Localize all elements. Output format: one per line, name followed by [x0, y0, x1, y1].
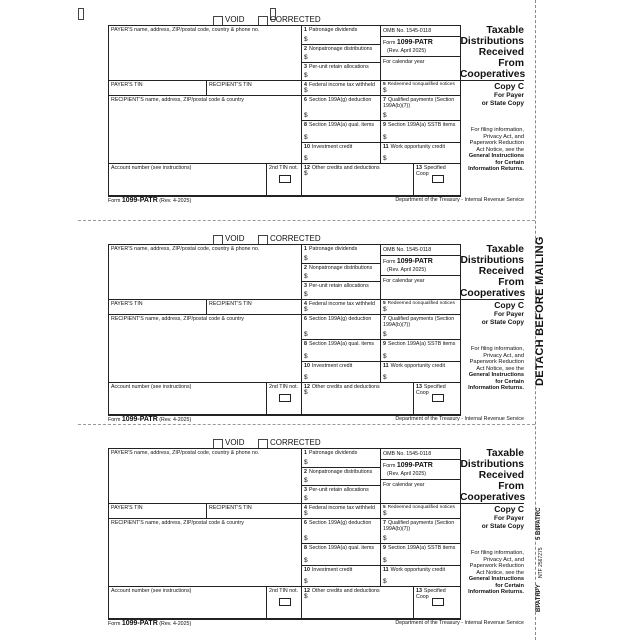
- box1-value: $: [304, 255, 308, 262]
- box4-label: Federal income tax withheld: [308, 82, 375, 88]
- box3-label: Per-unit retain allocations: [308, 283, 369, 289]
- box11-num: 11: [383, 567, 389, 573]
- title-line-3: Received From: [478, 47, 524, 69]
- box12-label: Other credits and deductions: [311, 588, 380, 594]
- box2-num: 2: [304, 469, 307, 475]
- copy-designation: [460, 299, 524, 327]
- box8-label: Section 199A(a) qual. items: [308, 122, 375, 128]
- account-number-field[interactable]: [109, 587, 267, 619]
- box6-199ag[interactable]: [302, 315, 381, 340]
- box6-value: $: [304, 112, 308, 119]
- box12-value: $: [304, 593, 308, 600]
- box10-num: 10: [304, 567, 310, 573]
- box12-num: 12: [304, 165, 310, 171]
- info-bold-3: Information Returns.: [468, 385, 524, 391]
- box11-value: $: [383, 155, 387, 162]
- box13-specified-coop: [414, 164, 461, 196]
- form-name: 1099-PATR: [396, 39, 433, 46]
- title-line-3: Received From: [478, 470, 524, 492]
- box8-199a-qual[interactable]: [302, 340, 381, 362]
- box8-value: $: [304, 134, 308, 141]
- recipient-name-field[interactable]: [109, 96, 302, 164]
- form-grid: [108, 448, 461, 620]
- second-tin-label: 2nd TIN not.: [269, 165, 299, 171]
- box1-label: Patronage dividends: [308, 450, 358, 456]
- form-prefix: Form: [383, 259, 396, 265]
- box2-value: $: [304, 273, 308, 280]
- box2-label: Nonpatronage distributions: [308, 265, 373, 271]
- form-name: 1099-PATR: [396, 462, 433, 469]
- payer-name-label: PAYER'S name, address, ZIP/postal code, country & phone no.: [111, 450, 260, 456]
- box1-patronage-dividends[interactable]: [302, 449, 381, 468]
- box13-checkbox[interactable]: [432, 394, 444, 402]
- box10-label: Investment credit: [311, 144, 353, 150]
- box10-label: Investment credit: [311, 567, 353, 573]
- payer-tin-field[interactable]: [109, 300, 207, 315]
- info-bold-3: Information Returns.: [468, 166, 524, 172]
- omb-number: OMB No. 1545-0118: [381, 450, 460, 460]
- title-line-2: Distributions: [460, 36, 524, 47]
- box11-value: $: [383, 374, 387, 381]
- footer-department: Department of the Treasury - Internal Revenue Service: [395, 416, 524, 422]
- box12-num: 12: [304, 588, 310, 594]
- box4-label: Federal income tax withheld: [308, 505, 375, 511]
- box7-num: 7: [383, 520, 386, 526]
- box13-specified-coop: [414, 587, 461, 619]
- perforation-1: [78, 220, 535, 221]
- box13-num: 13: [416, 588, 422, 594]
- title-line-1: Taxable: [486, 448, 524, 459]
- payer-name-field[interactable]: [109, 26, 302, 81]
- copy-sub-1: For Payer: [494, 92, 524, 99]
- box3-num: 3: [304, 283, 307, 289]
- box4-federal-withheld[interactable]: [302, 504, 381, 519]
- box5-num: 5: [383, 82, 386, 87]
- calendar-year: For calendar year: [383, 59, 425, 65]
- void-corrected-row: [108, 438, 524, 448]
- box12-num: 12: [304, 384, 310, 390]
- box1-label: Patronage dividends: [308, 246, 358, 252]
- footer-rev: (Rev. 4-2025): [159, 621, 192, 627]
- box9-label: Section 199A(a) SSTB items: [387, 341, 456, 347]
- box13-label: Specified Coop: [416, 588, 446, 600]
- info-bold-1: General Instructions: [468, 153, 524, 159]
- form-prefix: Form: [383, 463, 396, 469]
- second-tin-checkbox[interactable]: [279, 394, 291, 402]
- box2-num: 2: [304, 265, 307, 271]
- info-line-3: Paperwork Reduction: [469, 359, 524, 365]
- title-line-4: Cooperatives: [460, 288, 526, 299]
- recipient-tin-field[interactable]: [207, 504, 302, 519]
- info-line-2: Privacy Act, and: [483, 556, 524, 563]
- box9-199a-sstb[interactable]: [381, 121, 461, 143]
- box2-nonpatronage[interactable]: [302, 468, 381, 486]
- box4-num: 4: [304, 505, 307, 511]
- payer-tin-field[interactable]: [109, 504, 207, 519]
- detach-before-mailing: DETACH BEFORE MAILING: [534, 236, 546, 386]
- box4-federal-withheld[interactable]: [302, 300, 381, 315]
- box9-num: 9: [383, 122, 386, 128]
- box5-label: Redeemed nonqualified notices: [387, 82, 455, 87]
- recipient-tin-label: RECIPIENT'S TIN: [209, 505, 252, 511]
- side-code-3: BPATRPY: [536, 584, 542, 612]
- box1-value: $: [304, 459, 308, 466]
- info-line-3: Paperwork Reduction: [469, 140, 524, 146]
- box5-redeemed[interactable]: [381, 504, 461, 519]
- omb-block: [381, 245, 461, 300]
- payer-tin-label: PAYER'S TIN: [111, 301, 143, 307]
- title-line-4: Cooperatives: [460, 492, 526, 503]
- side-code-2: NTF 2567275: [538, 547, 544, 578]
- box2-nonpatronage[interactable]: [302, 45, 381, 63]
- copy-sub-1: For Payer: [494, 515, 524, 522]
- box10-value: $: [304, 155, 308, 162]
- box8-num: 8: [304, 545, 307, 551]
- box3-value: $: [304, 72, 308, 79]
- footer-form: Form: [108, 621, 121, 627]
- title-line-2: Distributions: [460, 255, 524, 266]
- box9-num: 9: [383, 545, 386, 551]
- box4-federal-withheld[interactable]: [302, 81, 381, 96]
- box3-label: Per-unit retain allocations: [308, 64, 369, 70]
- info-line-2: Privacy Act, and: [483, 352, 524, 359]
- box5-label: Redeemed nonqualified notices: [387, 505, 455, 510]
- box5-redeemed[interactable]: [381, 300, 461, 315]
- info-bold-2: for Certain: [495, 378, 524, 385]
- box9-label: Section 199A(a) SSTB items: [387, 545, 456, 551]
- box7-value: $: [383, 331, 387, 338]
- box8-value: $: [304, 557, 308, 564]
- info-line-4: Act Notice, see the: [476, 365, 524, 372]
- form-1099-patr: [108, 438, 524, 628]
- footer-form-name: 1099-PATR: [121, 197, 158, 204]
- recipient-name-label: RECIPIENT'S name, address, ZIP/postal code & country: [111, 97, 244, 103]
- footer-form: Form: [108, 417, 121, 423]
- title-line-4: Cooperatives: [460, 69, 526, 80]
- info-bold-1: General Instructions: [468, 576, 524, 582]
- calendar-year: For calendar year: [383, 278, 425, 284]
- payer-name-label: PAYER'S name, address, ZIP/postal code, country & phone no.: [111, 27, 260, 33]
- info-line-4: Act Notice, see the: [476, 146, 524, 153]
- payer-tin-label: PAYER'S TIN: [111, 505, 143, 511]
- box7-num: 7: [383, 316, 386, 322]
- second-tin-label: 2nd TIN not.: [269, 384, 299, 390]
- payer-tin-field[interactable]: [109, 81, 207, 96]
- box12-value: $: [304, 389, 308, 396]
- recipient-name-field[interactable]: [109, 519, 302, 587]
- copy-designation: [460, 503, 524, 531]
- box11-label: Work opportunity credit: [390, 363, 445, 369]
- void-label: VOID: [225, 438, 245, 447]
- title-line-1: Taxable: [486, 25, 524, 36]
- second-tin-field: [267, 164, 302, 196]
- payer-name-field[interactable]: [109, 449, 302, 504]
- box6-num: 6: [304, 97, 307, 103]
- info-bold-2: for Certain: [495, 159, 524, 166]
- title-line-2: Distributions: [460, 459, 524, 470]
- account-number-field[interactable]: [109, 383, 267, 415]
- box1-num: 1: [304, 27, 307, 33]
- box10-num: 10: [304, 363, 310, 369]
- box3-per-unit[interactable]: [302, 486, 381, 504]
- box10-num: 10: [304, 144, 310, 150]
- box10-value: $: [304, 578, 308, 585]
- box6-label: Section 199A(g) deduction: [308, 97, 372, 103]
- info-bold-2: for Certain: [495, 582, 524, 589]
- box13-num: 13: [416, 165, 422, 171]
- box8-label: Section 199A(a) qual. items: [308, 341, 375, 347]
- footer-form-name: 1099-PATR: [121, 416, 158, 423]
- box6-label: Section 199A(g) deduction: [308, 520, 372, 526]
- form-grid: [108, 244, 461, 416]
- box1-label: Patronage dividends: [308, 27, 358, 33]
- box9-value: $: [383, 557, 387, 564]
- second-tin-checkbox[interactable]: [279, 598, 291, 606]
- info-line-1: For filing information,: [470, 346, 524, 352]
- box12-label: Other credits and deductions: [311, 384, 380, 390]
- box6-num: 6: [304, 316, 307, 322]
- box10-investment-credit[interactable]: [302, 566, 381, 587]
- box7-value: $: [383, 112, 387, 119]
- box2-nonpatronage[interactable]: [302, 264, 381, 282]
- box9-value: $: [383, 353, 387, 360]
- box7-num: 7: [383, 97, 386, 103]
- box6-value: $: [304, 331, 308, 338]
- box11-label: Work opportunity credit: [390, 144, 445, 150]
- box7-label: Qualified payments (Section 199A(b)(7)): [383, 520, 455, 532]
- copy-sub-2: or State Copy: [481, 523, 524, 530]
- corrected-label: CORRECTED: [270, 438, 321, 447]
- box3-num: 3: [304, 487, 307, 493]
- recipient-tin-field[interactable]: [207, 81, 302, 96]
- account-number-label: Account number (see instructions): [111, 588, 192, 594]
- recipient-name-label: RECIPIENT'S name, address, ZIP/postal code & country: [111, 520, 244, 526]
- box9-num: 9: [383, 341, 386, 347]
- copy-sub-2: or State Copy: [481, 100, 524, 107]
- box6-199ag[interactable]: [302, 519, 381, 544]
- box6-199ag[interactable]: [302, 96, 381, 121]
- box7-value: $: [383, 535, 387, 542]
- box1-num: 1: [304, 450, 307, 456]
- box4-value: $: [304, 87, 308, 94]
- omb-block: [381, 449, 461, 504]
- box4-label: Federal income tax withheld: [308, 301, 375, 307]
- box9-label: Section 199A(a) SSTB items: [387, 122, 456, 128]
- footer-form: Form: [108, 198, 121, 204]
- recipient-tin-label: RECIPIENT'S TIN: [209, 301, 252, 307]
- box5-num: 5: [383, 505, 386, 510]
- box1-patronage-dividends[interactable]: [302, 26, 381, 45]
- filing-info: [460, 550, 524, 596]
- footer-department: Department of the Treasury - Internal Revenue Service: [395, 197, 524, 203]
- box5-label: Redeemed nonqualified notices: [387, 301, 455, 306]
- box6-value: $: [304, 535, 308, 542]
- box13-specified-coop: [414, 383, 461, 415]
- box8-label: Section 199A(a) qual. items: [308, 545, 375, 551]
- box11-value: $: [383, 578, 387, 585]
- box8-num: 8: [304, 341, 307, 347]
- box5-num: 5: [383, 301, 386, 306]
- box2-num: 2: [304, 46, 307, 52]
- void-corrected-row: [108, 234, 524, 244]
- box4-value: $: [304, 510, 308, 517]
- account-number-label: Account number (see instructions): [111, 165, 192, 171]
- info-line-2: Privacy Act, and: [483, 133, 524, 140]
- copy-title: Copy C: [494, 81, 524, 91]
- box12-other-credits[interactable]: [302, 383, 414, 415]
- footer-rev: (Rev. 4-2025): [159, 198, 192, 204]
- box10-investment-credit[interactable]: [302, 143, 381, 164]
- box4-num: 4: [304, 301, 307, 307]
- box11-label: Work opportunity credit: [390, 567, 445, 573]
- second-tin-label: 2nd TIN not.: [269, 588, 299, 594]
- box2-value: $: [304, 54, 308, 61]
- revision: (Rev. April 2025): [381, 46, 460, 57]
- box13-checkbox[interactable]: [432, 175, 444, 183]
- calendar-year: For calendar year: [383, 482, 425, 488]
- form-prefix: Form: [383, 40, 396, 46]
- box6-label: Section 199A(g) deduction: [308, 316, 372, 322]
- filing-info: [460, 127, 524, 173]
- form-grid: [108, 25, 461, 197]
- copy-designation: [460, 80, 524, 108]
- void-label: VOID: [225, 234, 245, 243]
- box5-value: $: [383, 510, 387, 517]
- revision: (Rev. April 2025): [381, 469, 460, 480]
- info-bold-1: General Instructions: [468, 372, 524, 378]
- box12-other-credits[interactable]: [302, 164, 414, 196]
- box10-value: $: [304, 374, 308, 381]
- copy-title: Copy C: [494, 300, 524, 310]
- payer-name-label: PAYER'S name, address, ZIP/postal code, country & phone no.: [111, 246, 260, 252]
- box13-num: 13: [416, 384, 422, 390]
- info-line-1: For filing information,: [470, 127, 524, 133]
- box11-num: 11: [383, 363, 389, 369]
- box8-199a-qual[interactable]: [302, 121, 381, 143]
- box5-redeemed[interactable]: [381, 81, 461, 96]
- box1-num: 1: [304, 246, 307, 252]
- info-line-3: Paperwork Reduction: [469, 563, 524, 569]
- box4-value: $: [304, 306, 308, 313]
- form-title: [460, 448, 524, 503]
- box11-num: 11: [383, 144, 389, 150]
- copy-sub-1: For Payer: [494, 311, 524, 318]
- payer-name-field[interactable]: [109, 245, 302, 300]
- box1-value: $: [304, 36, 308, 43]
- revision: (Rev. April 2025): [381, 265, 460, 276]
- account-number-label: Account number (see instructions): [111, 384, 192, 390]
- second-tin-checkbox[interactable]: [279, 175, 291, 183]
- second-tin-field: [267, 587, 302, 619]
- recipient-tin-field[interactable]: [207, 300, 302, 315]
- corrected-label: CORRECTED: [270, 15, 321, 24]
- form-title: [460, 25, 524, 80]
- box8-199a-qual[interactable]: [302, 544, 381, 566]
- box11-work-opportunity[interactable]: [381, 566, 461, 587]
- box7-qualified-payments[interactable]: [381, 519, 461, 544]
- box9-value: $: [383, 134, 387, 141]
- info-line-4: Act Notice, see the: [476, 569, 524, 576]
- box3-value: $: [304, 495, 308, 502]
- box13-label: Specified Coop: [416, 384, 446, 396]
- box7-label: Qualified payments (Section 199A(b)(7)): [383, 97, 455, 109]
- box11-work-opportunity[interactable]: [381, 362, 461, 383]
- box10-investment-credit[interactable]: [302, 362, 381, 383]
- form-1099-patr: [108, 15, 524, 205]
- box10-label: Investment credit: [311, 363, 353, 369]
- box12-other-credits[interactable]: [302, 587, 414, 619]
- form-title: [460, 244, 524, 299]
- box8-value: $: [304, 353, 308, 360]
- box2-value: $: [304, 477, 308, 484]
- box13-checkbox[interactable]: [432, 598, 444, 606]
- footer-form-name: 1099-PATR: [121, 620, 158, 627]
- form-1099-patr: [108, 234, 524, 424]
- filing-info: [460, 346, 524, 392]
- copy-sub-2: or State Copy: [481, 319, 524, 326]
- payer-tin-label: PAYER'S TIN: [111, 82, 143, 88]
- recipient-name-field[interactable]: [109, 315, 302, 383]
- box8-num: 8: [304, 122, 307, 128]
- box3-per-unit[interactable]: [302, 63, 381, 81]
- box3-value: $: [304, 291, 308, 298]
- box9-199a-sstb[interactable]: [381, 340, 461, 362]
- box9-199a-sstb[interactable]: [381, 544, 461, 566]
- omb-block: [381, 26, 461, 81]
- copy-title: Copy C: [494, 504, 524, 514]
- box3-per-unit[interactable]: [302, 282, 381, 300]
- info-bold-3: Information Returns.: [468, 589, 524, 595]
- side-code-1: 5 B9PATRC: [536, 507, 542, 540]
- account-number-field[interactable]: [109, 164, 267, 196]
- box4-num: 4: [304, 82, 307, 88]
- void-corrected-row: [108, 15, 524, 25]
- corrected-label: CORRECTED: [270, 234, 321, 243]
- box6-num: 6: [304, 520, 307, 526]
- recipient-name-label: RECIPIENT'S name, address, ZIP/postal code & country: [111, 316, 244, 322]
- footer-rev: (Rev. 4-2025): [159, 417, 192, 423]
- void-label: VOID: [225, 15, 245, 24]
- info-line-1: For filing information,: [470, 550, 524, 556]
- second-tin-field: [267, 383, 302, 415]
- omb-number: OMB No. 1545-0118: [381, 27, 460, 37]
- box1-patronage-dividends[interactable]: [302, 245, 381, 264]
- perforation-2: [78, 424, 535, 425]
- title-line-3: Received From: [478, 266, 524, 288]
- box2-label: Nonpatronage distributions: [308, 469, 373, 475]
- box2-label: Nonpatronage distributions: [308, 46, 373, 52]
- omb-number: OMB No. 1545-0118: [381, 246, 460, 256]
- footer-department: Department of the Treasury - Internal Revenue Service: [395, 620, 524, 626]
- box11-work-opportunity[interactable]: [381, 143, 461, 164]
- box12-value: $: [304, 170, 308, 177]
- corner-mark-left: [78, 8, 84, 20]
- recipient-tin-label: RECIPIENT'S TIN: [209, 82, 252, 88]
- box3-label: Per-unit retain allocations: [308, 487, 369, 493]
- box7-qualified-payments[interactable]: [381, 96, 461, 121]
- title-line-1: Taxable: [486, 244, 524, 255]
- box5-value: $: [383, 306, 387, 313]
- box7-qualified-payments[interactable]: [381, 315, 461, 340]
- box13-label: Specified Coop: [416, 165, 446, 177]
- box5-value: $: [383, 87, 387, 94]
- form-name: 1099-PATR: [396, 258, 433, 265]
- box3-num: 3: [304, 64, 307, 70]
- box12-label: Other credits and deductions: [311, 165, 380, 171]
- box7-label: Qualified payments (Section 199A(b)(7)): [383, 316, 455, 328]
